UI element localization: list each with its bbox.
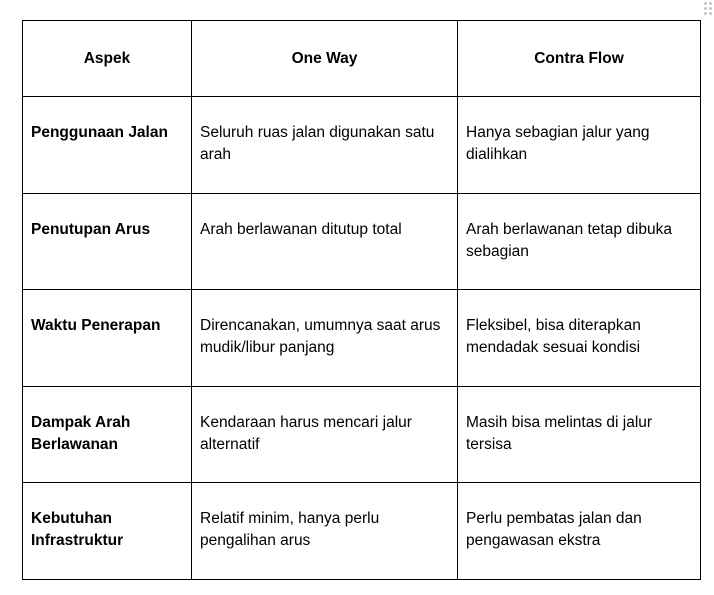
aspect-cell: Dampak Arah Berlawanan xyxy=(23,386,192,483)
table-row xyxy=(23,193,701,290)
table-header-row xyxy=(23,21,701,97)
table-row xyxy=(23,386,701,483)
table-row xyxy=(23,290,701,387)
contra-flow-cell: Arah berlawanan tetap dibuka sebagian xyxy=(458,193,701,290)
comparison-table xyxy=(22,20,701,580)
one-way-cell: Direncanakan, umumnya saat arus mudik/libur panjang xyxy=(192,290,458,387)
header-contra-flow: Contra Flow xyxy=(458,21,701,97)
drag-handle-icon[interactable] xyxy=(704,2,712,16)
one-way-cell: Relatif minim, hanya perlu pengalihan arus xyxy=(192,483,458,580)
aspect-cell: Penutupan Arus xyxy=(23,193,192,290)
contra-flow-cell: Masih bisa melintas di jalur tersisa xyxy=(458,386,701,483)
aspect-cell: Waktu Penerapan xyxy=(23,290,192,387)
one-way-cell: Kendaraan harus mencari jalur alternatif xyxy=(192,386,458,483)
table-row xyxy=(23,97,701,194)
aspect-cell: Kebutuhan Infrastruktur xyxy=(23,483,192,580)
header-one-way: One Way xyxy=(192,21,458,97)
contra-flow-cell: Perlu pembatas jalan dan pengawasan ekstra xyxy=(458,483,701,580)
contra-flow-cell: Hanya sebagian jalur yang dialihkan xyxy=(458,97,701,194)
one-way-cell: Arah berlawanan ditutup total xyxy=(192,193,458,290)
table-row xyxy=(23,483,701,580)
one-way-cell: Seluruh ruas jalan digunakan satu arah xyxy=(192,97,458,194)
aspect-cell: Penggunaan Jalan xyxy=(23,97,192,194)
header-aspek: Aspek xyxy=(23,21,192,97)
contra-flow-cell: Fleksibel, bisa diterapkan mendadak sesuai kondisi xyxy=(458,290,701,387)
